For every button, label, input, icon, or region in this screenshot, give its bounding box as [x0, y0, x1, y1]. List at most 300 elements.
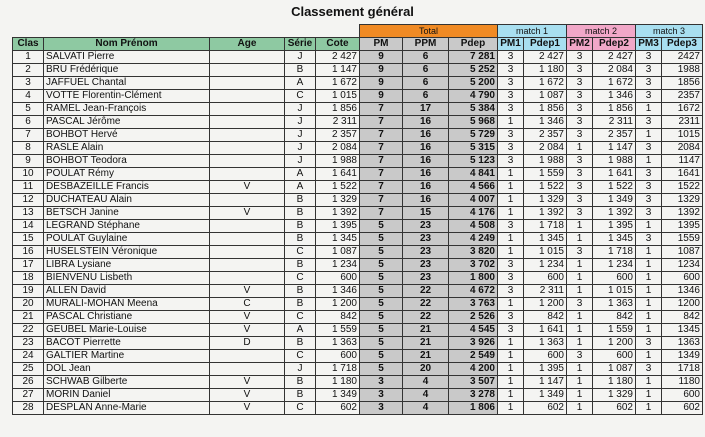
cell-pm2: 1 — [567, 363, 593, 376]
col-header-pdep1: Pdep1 — [524, 38, 567, 51]
cell-pdep2: 1 349 — [593, 194, 636, 207]
cell-ppm: 23 — [403, 259, 449, 272]
cell-ppm: 4 — [403, 376, 449, 389]
cell-nom: GALTIER Martine — [44, 350, 210, 363]
cell-serie: C — [285, 350, 316, 363]
cell-pm3: 3 — [636, 233, 662, 246]
cell-pdep1: 1 392 — [524, 207, 567, 220]
cell-cote: 1 641 — [316, 168, 360, 181]
cell-pdep: 4 249 — [449, 233, 498, 246]
cell-ppm: 16 — [403, 194, 449, 207]
cell-pdep: 5 315 — [449, 142, 498, 155]
cell-pdep2: 1 392 — [593, 207, 636, 220]
cell-pdep: 1 800 — [449, 272, 498, 285]
cell-pm: 9 — [360, 77, 403, 90]
cell-ppm: 23 — [403, 246, 449, 259]
cell-pdep1: 842 — [524, 311, 567, 324]
cell-nom: MORIN Daniel — [44, 389, 210, 402]
cell-nom: DESBAZEILLE Francis — [44, 181, 210, 194]
cell-serie: J — [285, 142, 316, 155]
cell-cote: 1 147 — [316, 64, 360, 77]
cell-pdep: 5 200 — [449, 77, 498, 90]
cell-age — [210, 64, 285, 77]
cell-age — [210, 363, 285, 376]
cell-pm: 7 — [360, 142, 403, 155]
cell-pdep2: 842 — [593, 311, 636, 324]
cell-cote: 1 087 — [316, 246, 360, 259]
cell-ppm: 6 — [403, 51, 449, 64]
table-row — [13, 77, 703, 90]
cell-pm1: 1 — [498, 350, 524, 363]
cell-pdep: 4 566 — [449, 181, 498, 194]
cell-age — [210, 168, 285, 181]
cell-ppm: 16 — [403, 155, 449, 168]
cell-ppm: 21 — [403, 324, 449, 337]
table-row — [13, 168, 703, 181]
cell-pdep1: 600 — [524, 272, 567, 285]
cell-pm1: 3 — [498, 103, 524, 116]
cell-pdep2: 1 345 — [593, 233, 636, 246]
cell-pm2: 3 — [567, 64, 593, 77]
cell-pdep1: 1 015 — [524, 246, 567, 259]
table-row — [13, 259, 703, 272]
cell-pm: 5 — [360, 337, 403, 350]
cell-pdep3: 1363 — [662, 337, 703, 350]
cell-pdep3: 1988 — [662, 64, 703, 77]
cell-pm2: 1 — [567, 376, 593, 389]
cell-serie: C — [285, 272, 316, 285]
cell-ppm: 21 — [403, 350, 449, 363]
cell-clas: 1 — [13, 51, 44, 64]
cell-pm: 5 — [360, 311, 403, 324]
cell-nom: VOTTE Florentin-Clément — [44, 90, 210, 103]
cell-pm3: 3 — [636, 77, 662, 90]
cell-nom: GEUBEL Marie-Louise — [44, 324, 210, 337]
cell-cote: 1 200 — [316, 298, 360, 311]
ranking-table — [12, 24, 703, 415]
cell-pm2: 1 — [567, 220, 593, 233]
cell-age — [210, 350, 285, 363]
cell-serie: C — [285, 402, 316, 415]
cell-clas: 20 — [13, 298, 44, 311]
cell-pm3: 3 — [636, 207, 662, 220]
cell-pdep2: 2 357 — [593, 129, 636, 142]
cell-cote: 600 — [316, 350, 360, 363]
cell-clas: 15 — [13, 233, 44, 246]
cell-age — [210, 77, 285, 90]
cell-pdep1: 1 087 — [524, 90, 567, 103]
cell-pm: 5 — [360, 220, 403, 233]
cell-pdep: 5 968 — [449, 116, 498, 129]
cell-pdep1: 1 345 — [524, 233, 567, 246]
cell-cote: 2 084 — [316, 142, 360, 155]
cell-pdep3: 1345 — [662, 324, 703, 337]
cell-nom: BIENVENU Lisbeth — [44, 272, 210, 285]
cell-pdep1: 2 427 — [524, 51, 567, 64]
cell-pm1: 1 — [498, 246, 524, 259]
cell-age — [210, 272, 285, 285]
cell-pdep: 3 763 — [449, 298, 498, 311]
cell-pm1: 3 — [498, 142, 524, 155]
cell-cote: 842 — [316, 311, 360, 324]
cell-pdep1: 2 311 — [524, 285, 567, 298]
cell-pm1: 3 — [498, 51, 524, 64]
cell-pm1: 1 — [498, 168, 524, 181]
col-header-nom: Nom Prénom — [44, 38, 210, 51]
cell-pdep1: 1 856 — [524, 103, 567, 116]
cell-pm: 9 — [360, 64, 403, 77]
cell-ppm: 16 — [403, 116, 449, 129]
cell-age: C — [210, 298, 285, 311]
cell-nom: SCHWAB Gilberte — [44, 376, 210, 389]
cell-nom: DUCHATEAU Alain — [44, 194, 210, 207]
cell-pm3: 3 — [636, 168, 662, 181]
cell-age — [210, 233, 285, 246]
cell-pm2: 3 — [567, 298, 593, 311]
cell-pdep1: 2 084 — [524, 142, 567, 155]
cell-pm3: 3 — [636, 337, 662, 350]
table-row — [13, 220, 703, 233]
cell-clas: 10 — [13, 168, 44, 181]
cell-pm1: 1 — [498, 298, 524, 311]
cell-serie: B — [285, 298, 316, 311]
cell-pm1: 3 — [498, 220, 524, 233]
cell-age — [210, 246, 285, 259]
cell-serie: A — [285, 168, 316, 181]
cell-nom: POULAT Rémy — [44, 168, 210, 181]
table-row — [13, 389, 703, 402]
cell-serie: B — [285, 233, 316, 246]
cell-nom: ALLEN David — [44, 285, 210, 298]
cell-pm3: 1 — [636, 389, 662, 402]
table-row — [13, 376, 703, 389]
cell-pm2: 3 — [567, 90, 593, 103]
cell-ppm: 22 — [403, 285, 449, 298]
cell-age: V — [210, 324, 285, 337]
cell-cote: 1 395 — [316, 220, 360, 233]
cell-pm: 5 — [360, 246, 403, 259]
group-match3: match 3 — [636, 25, 703, 38]
cell-ppm: 16 — [403, 142, 449, 155]
cell-pdep1: 1 180 — [524, 64, 567, 77]
table-row — [13, 129, 703, 142]
cell-pm: 7 — [360, 194, 403, 207]
col-header-clas: Clas — [13, 38, 44, 51]
cell-ppm: 22 — [403, 298, 449, 311]
cell-cote: 1 522 — [316, 181, 360, 194]
cell-serie: B — [285, 376, 316, 389]
cell-clas: 2 — [13, 64, 44, 77]
cell-clas: 26 — [13, 376, 44, 389]
cell-pdep2: 1 522 — [593, 181, 636, 194]
cell-pdep3: 1329 — [662, 194, 703, 207]
cell-pdep3: 1522 — [662, 181, 703, 194]
cell-pdep1: 1 641 — [524, 324, 567, 337]
cell-serie: B — [285, 389, 316, 402]
cell-ppm: 20 — [403, 363, 449, 376]
cell-clas: 19 — [13, 285, 44, 298]
table-row — [13, 155, 703, 168]
cell-pm: 5 — [360, 298, 403, 311]
cell-pdep1: 1 234 — [524, 259, 567, 272]
cell-pm2: 3 — [567, 51, 593, 64]
group-match1: match 1 — [498, 25, 567, 38]
col-header-pm1: PM1 — [498, 38, 524, 51]
cell-pm1: 1 — [498, 207, 524, 220]
cell-ppm: 16 — [403, 168, 449, 181]
cell-pm3: 1 — [636, 402, 662, 415]
cell-pm3: 3 — [636, 181, 662, 194]
cell-age — [210, 103, 285, 116]
cell-nom: DOL Jean — [44, 363, 210, 376]
cell-cote: 1 345 — [316, 233, 360, 246]
cell-pdep: 4 841 — [449, 168, 498, 181]
cell-cote: 1 672 — [316, 77, 360, 90]
cell-pm1: 1 — [498, 116, 524, 129]
cell-pdep3: 842 — [662, 311, 703, 324]
cell-cote: 1 346 — [316, 285, 360, 298]
cell-pm2: 1 — [567, 259, 593, 272]
cell-pdep3: 2357 — [662, 90, 703, 103]
cell-pdep3: 1346 — [662, 285, 703, 298]
cell-pdep: 3 278 — [449, 389, 498, 402]
table-row — [13, 337, 703, 350]
cell-ppm: 23 — [403, 220, 449, 233]
table-row — [13, 116, 703, 129]
cell-pdep3: 1718 — [662, 363, 703, 376]
cell-clas: 9 — [13, 155, 44, 168]
cell-pdep1: 1 559 — [524, 168, 567, 181]
cell-pm: 7 — [360, 155, 403, 168]
cell-pm3: 1 — [636, 324, 662, 337]
cell-nom: RASLE Alain — [44, 142, 210, 155]
col-header-pm3: PM3 — [636, 38, 662, 51]
cell-pm: 3 — [360, 376, 403, 389]
cell-cote: 1 180 — [316, 376, 360, 389]
cell-pm: 9 — [360, 51, 403, 64]
cell-pm3: 1 — [636, 129, 662, 142]
cell-pdep2: 1 200 — [593, 337, 636, 350]
cell-pdep2: 1 180 — [593, 376, 636, 389]
col-header-cote: Cote — [316, 38, 360, 51]
cell-clas: 27 — [13, 389, 44, 402]
cell-pdep2: 600 — [593, 350, 636, 363]
cell-pdep: 5 384 — [449, 103, 498, 116]
col-header-pdep2: Pdep2 — [593, 38, 636, 51]
cell-pdep: 4 672 — [449, 285, 498, 298]
cell-clas: 16 — [13, 246, 44, 259]
cell-cote: 1 329 — [316, 194, 360, 207]
cell-pdep3: 1559 — [662, 233, 703, 246]
cell-pm1: 1 — [498, 363, 524, 376]
cell-nom: PASCAL Jérôme — [44, 116, 210, 129]
cell-cote: 602 — [316, 402, 360, 415]
cell-age — [210, 220, 285, 233]
cell-pdep: 4 007 — [449, 194, 498, 207]
col-header-age: Age — [210, 38, 285, 51]
cell-ppm: 6 — [403, 77, 449, 90]
cell-cote: 2 311 — [316, 116, 360, 129]
cell-cote: 1 015 — [316, 90, 360, 103]
cell-age — [210, 194, 285, 207]
cell-pdep: 4 200 — [449, 363, 498, 376]
cell-age: V — [210, 285, 285, 298]
group-header-row — [13, 25, 703, 38]
cell-pdep3: 1672 — [662, 103, 703, 116]
cell-pm2: 3 — [567, 168, 593, 181]
cell-pdep3: 1147 — [662, 155, 703, 168]
cell-nom: BRU Frédérique — [44, 64, 210, 77]
cell-serie: B — [285, 285, 316, 298]
cell-clas: 22 — [13, 324, 44, 337]
cell-pdep: 3 820 — [449, 246, 498, 259]
cell-cote: 1 392 — [316, 207, 360, 220]
cell-serie: J — [285, 363, 316, 376]
cell-pm2: 3 — [567, 103, 593, 116]
cell-pdep1: 1 395 — [524, 363, 567, 376]
col-header-serie: Série — [285, 38, 316, 51]
cell-age — [210, 90, 285, 103]
table-row — [13, 272, 703, 285]
cell-pdep1: 602 — [524, 402, 567, 415]
cell-pm: 7 — [360, 207, 403, 220]
cell-cote: 1 349 — [316, 389, 360, 402]
cell-pm3: 3 — [636, 363, 662, 376]
cell-pdep1: 1 718 — [524, 220, 567, 233]
cell-age: V — [210, 376, 285, 389]
cell-ppm: 23 — [403, 233, 449, 246]
cell-clas: 6 — [13, 116, 44, 129]
cell-pdep2: 1 559 — [593, 324, 636, 337]
cell-pm3: 1 — [636, 285, 662, 298]
cell-clas: 3 — [13, 77, 44, 90]
col-header-pdep3: Pdep3 — [662, 38, 703, 51]
cell-pm: 5 — [360, 233, 403, 246]
cell-pdep1: 600 — [524, 350, 567, 363]
cell-pm2: 1 — [567, 324, 593, 337]
cell-pdep2: 1 087 — [593, 363, 636, 376]
cell-pdep2: 1 641 — [593, 168, 636, 181]
cell-age — [210, 116, 285, 129]
col-header-ppm: PPM — [403, 38, 449, 51]
table-row — [13, 51, 703, 64]
cell-pm3: 1 — [636, 155, 662, 168]
cell-pm: 7 — [360, 168, 403, 181]
table-body — [13, 51, 703, 415]
cell-clas: 13 — [13, 207, 44, 220]
cell-pdep2: 1 856 — [593, 103, 636, 116]
cell-nom: LIBRA Lysiane — [44, 259, 210, 272]
cell-clas: 4 — [13, 90, 44, 103]
cell-ppm: 15 — [403, 207, 449, 220]
cell-pm3: 3 — [636, 90, 662, 103]
cell-cote: 1 234 — [316, 259, 360, 272]
cell-pdep: 5 123 — [449, 155, 498, 168]
cell-ppm: 17 — [403, 103, 449, 116]
cell-pm1: 3 — [498, 259, 524, 272]
table-row — [13, 194, 703, 207]
cell-nom: HUSELSTEIN Véronique — [44, 246, 210, 259]
cell-pdep3: 602 — [662, 402, 703, 415]
cell-pdep: 3 507 — [449, 376, 498, 389]
cell-pdep: 4 508 — [449, 220, 498, 233]
cell-pm1: 1 — [498, 233, 524, 246]
cell-pm1: 1 — [498, 181, 524, 194]
cell-pdep3: 1392 — [662, 207, 703, 220]
cell-pdep1: 1 522 — [524, 181, 567, 194]
cell-pdep: 2 526 — [449, 311, 498, 324]
cell-pdep2: 1 395 — [593, 220, 636, 233]
group-total: Total — [360, 25, 498, 38]
cell-pm3: 3 — [636, 142, 662, 155]
table-row — [13, 233, 703, 246]
cell-pm1: 1 — [498, 402, 524, 415]
cell-age: V — [210, 402, 285, 415]
cell-clas: 8 — [13, 142, 44, 155]
cell-pm3: 1 — [636, 272, 662, 285]
cell-clas: 5 — [13, 103, 44, 116]
cell-pm2: 1 — [567, 233, 593, 246]
cell-pm: 7 — [360, 103, 403, 116]
cell-pdep2: 600 — [593, 272, 636, 285]
table-row — [13, 181, 703, 194]
cell-pdep3: 2311 — [662, 116, 703, 129]
cell-pm2: 1 — [567, 285, 593, 298]
cell-pdep1: 1 672 — [524, 77, 567, 90]
cell-pdep3: 600 — [662, 389, 703, 402]
cell-pm: 5 — [360, 324, 403, 337]
cell-clas: 14 — [13, 220, 44, 233]
cell-pdep1: 1 363 — [524, 337, 567, 350]
cell-pm3: 1 — [636, 350, 662, 363]
col-header-pdep: Pdep — [449, 38, 498, 51]
cell-pdep3: 2084 — [662, 142, 703, 155]
cell-clas: 21 — [13, 311, 44, 324]
cell-pm3: 3 — [636, 51, 662, 64]
cell-cote: 1 559 — [316, 324, 360, 337]
cell-pm: 5 — [360, 259, 403, 272]
cell-pm2: 1 — [567, 311, 593, 324]
cell-nom: BACOT Pierrette — [44, 337, 210, 350]
cell-pm1: 3 — [498, 64, 524, 77]
cell-age — [210, 129, 285, 142]
cell-pm3: 1 — [636, 376, 662, 389]
cell-pdep3: 1395 — [662, 220, 703, 233]
cell-clas: 12 — [13, 194, 44, 207]
cell-pm: 3 — [360, 402, 403, 415]
cell-age: V — [210, 389, 285, 402]
table-row — [13, 285, 703, 298]
cell-pm2: 3 — [567, 155, 593, 168]
cell-pm3: 3 — [636, 194, 662, 207]
cell-pdep3: 1087 — [662, 246, 703, 259]
cell-cote: 1 363 — [316, 337, 360, 350]
cell-clas: 18 — [13, 272, 44, 285]
cell-pm1: 3 — [498, 285, 524, 298]
cell-pdep3: 1234 — [662, 259, 703, 272]
cell-cote: 1 856 — [316, 103, 360, 116]
cell-cote: 600 — [316, 272, 360, 285]
cell-pdep2: 2 311 — [593, 116, 636, 129]
cell-pm: 7 — [360, 181, 403, 194]
cell-pdep: 4 545 — [449, 324, 498, 337]
cell-pdep1: 1 329 — [524, 194, 567, 207]
cell-ppm: 21 — [403, 337, 449, 350]
cell-pdep1: 1 349 — [524, 389, 567, 402]
cell-pm: 5 — [360, 285, 403, 298]
cell-age: V — [210, 207, 285, 220]
cell-serie: A — [285, 181, 316, 194]
